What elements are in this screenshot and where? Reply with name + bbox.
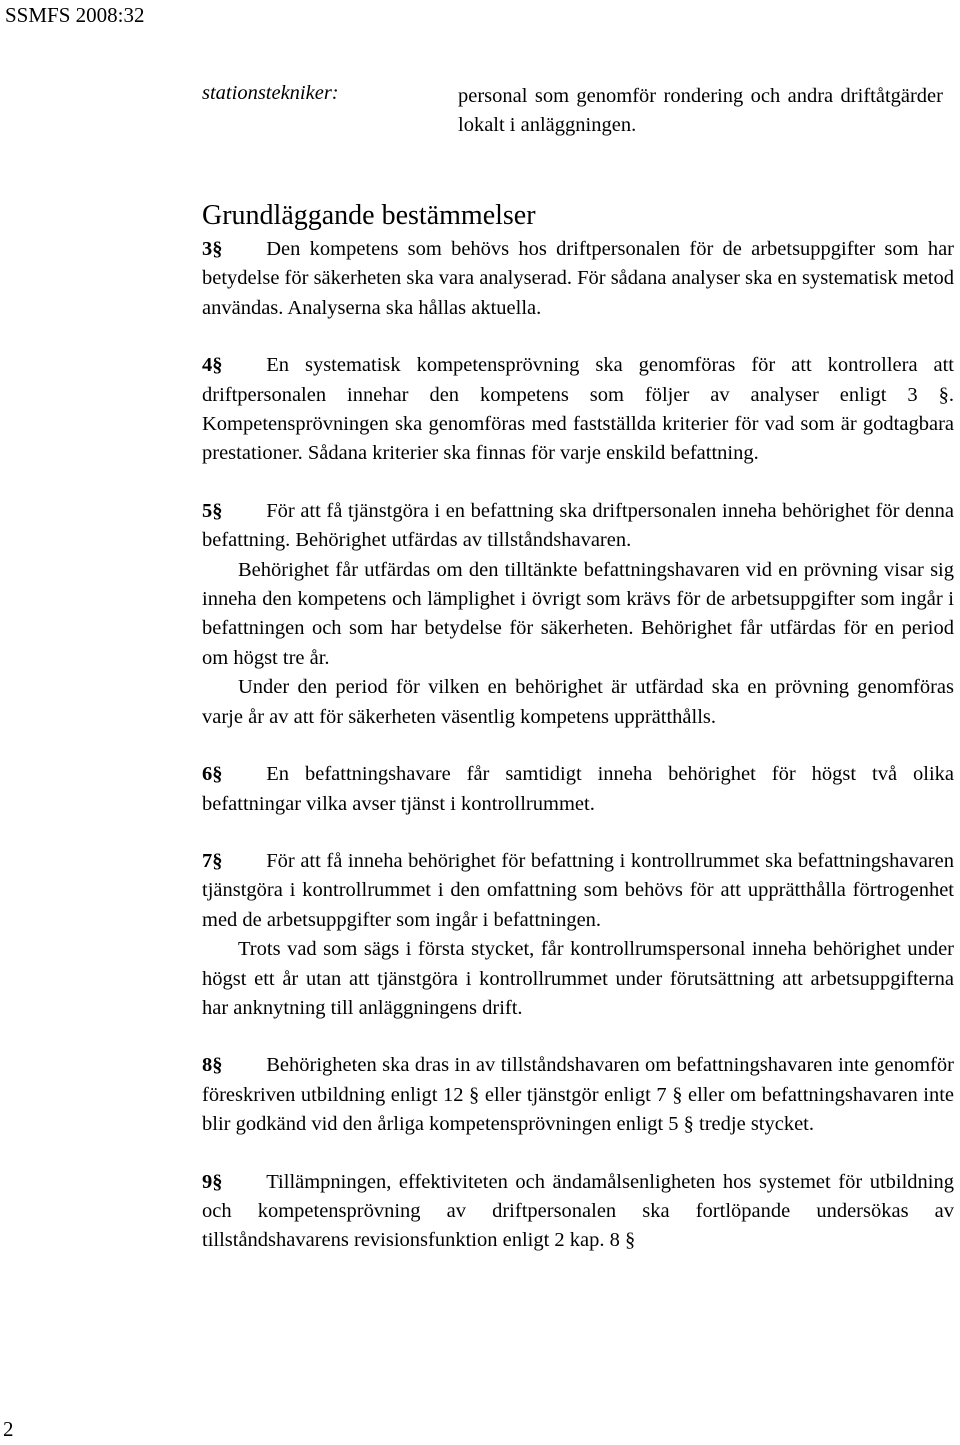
sections-list xyxy=(202,235,954,1284)
paragraph-text xyxy=(202,556,954,674)
paragraph-section xyxy=(202,351,954,469)
section-sign: § xyxy=(212,1054,223,1077)
paragraph-text xyxy=(202,673,954,732)
paragraph-body: För att få inneha behörighet för befattning i kontrollrummet ska befattningshavaren tjänstgöra i kontrollrummet i den omfattning som behövs för att upprätthålla förtrogenhet med de arbetsuppgifter som ingår i befattningen. xyxy=(202,849,954,931)
section-number: 6 xyxy=(202,763,213,786)
document-id: SSMFS 2008:32 xyxy=(5,3,145,27)
paragraph-body: Trots vad som sägs i första stycket, får kontrollrumspersonal inneha behörighet under högst ett år utan att tjänstgöra i kontrollrummet under förutsättning att arbetsuppgifterna har anknytning till anläggningens drift. xyxy=(202,938,954,1019)
paragraph-text xyxy=(202,235,954,323)
paragraph-text xyxy=(202,1051,954,1139)
paragraph-text xyxy=(202,351,954,469)
paragraph-body: Behörighet får utfärdas om den tilltänkte befattningshavaren vid en prövning visar sig inneha den kompetens och lämplighet i övrigt som krävs för de arbetsuppgifter som ingår i befattningen och som har betydelse för säkerheten. Behörighet får utfärdas för en period om högst tre år. xyxy=(202,558,954,669)
section-number: 5 xyxy=(202,499,213,522)
paragraph-section xyxy=(202,760,954,819)
paragraph-body: En befattningshavare får samtidigt inneha behörighet för högst två olika befattningar vilka avser tjänst i kontrollrummet. xyxy=(202,763,954,815)
paragraph-body: Behörigheten ska dras in av tillståndshavaren om befattningshavaren inte genomför föreskriven utbildning enligt 12 § eller tjänstgör enligt 7 § eller om befattningshavaren inte blir godkänd vid den årliga kompetensprövningen enligt 5 § tredje stycket. xyxy=(202,1054,954,1136)
section-heading: Grundläggande bestämmelser xyxy=(202,200,536,231)
paragraph-section xyxy=(202,235,954,323)
section-sign: § xyxy=(212,849,223,872)
section-sign: § xyxy=(212,354,223,377)
definition-description: personal som genomför rondering och andra driftåtgärder lokalt i anläggningen. xyxy=(458,85,943,137)
paragraph-section xyxy=(202,1168,954,1256)
paragraph-section xyxy=(202,497,954,732)
section-number: 7 xyxy=(202,849,213,872)
paragraph-text xyxy=(202,1168,954,1256)
section-sign: § xyxy=(212,1170,223,1193)
paragraph-body: Under den period för vilken en behörighet är utfärdad ska en prövning genomföras varje år av att för säkerheten väsentlig kompetens upprätthålls. xyxy=(202,676,954,728)
section-number: 9 xyxy=(202,1170,213,1193)
section-number: 3 xyxy=(202,238,213,260)
paragraph-body: Tillämpningen, effektiviteten och ändamålsenligheten hos systemet för utbildning och kompetensprövning av driftpersonalen ska fortlöpande undersökas av tillståndshavarens revisionsfunktion enligt 2 kap. 8 § xyxy=(202,1170,954,1252)
section-number: 8 xyxy=(202,1054,213,1077)
section-number: 4 xyxy=(202,354,213,377)
section-sign: § xyxy=(212,763,223,786)
paragraph-text xyxy=(202,935,954,1023)
page-number: 2 xyxy=(3,1417,14,1441)
section-sign: § xyxy=(212,499,223,522)
paragraph-section xyxy=(202,1051,954,1139)
section-sign: § xyxy=(212,238,223,260)
paragraph-body: En systematisk kompetensprövning ska genomföras för att kontrollera att driftpersonalen innehar den kompetens som följer av analyser enligt 3 §. Kompetensprövningen ska genomföras med fastställda kriterier för vad som är godtagbara prestationer. Sådana kriterier ska finnas för varje enskild befattning. xyxy=(202,354,954,465)
paragraph-body: Den kompetens som behövs hos driftpersonalen för de arbetsuppgifter som har betydelse för säkerheten ska vara analyserad. För sådana analyser ska en systematisk metod användas. Analyserna ska hållas aktuella. xyxy=(202,238,954,319)
paragraph-text xyxy=(202,497,954,556)
paragraph-section xyxy=(202,847,954,1023)
paragraph-body: För att få tjänstgöra i en befattning ska driftpersonalen inneha behörighet för denna befattning. Behörighet utfärdas av tillståndshavaren. xyxy=(202,499,954,552)
definition-term: stationstekniker: xyxy=(202,82,339,104)
paragraph-text xyxy=(202,847,954,935)
paragraph-text xyxy=(202,760,954,819)
